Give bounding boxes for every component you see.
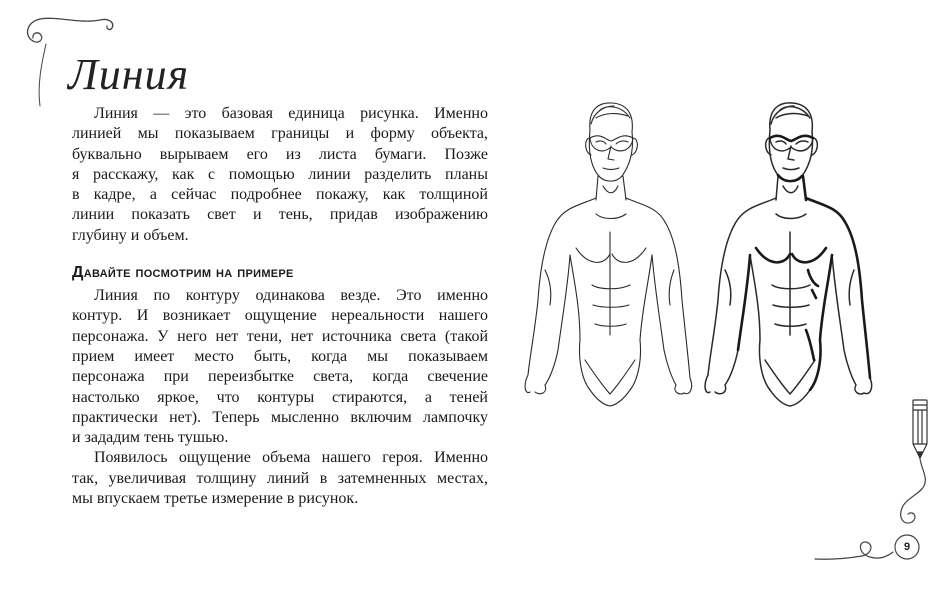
text-line: практически нет). Теперь мысленно включим лампочку	[72, 408, 488, 426]
text-line: линией мы показываем границы и форму объекта,	[72, 125, 488, 143]
section-paragraph-1	[72, 286, 488, 448]
text-line: я расскажу, как с помощью линии разделить планы	[72, 165, 488, 183]
text-line: персонажа. У него нет тени, нет источника света (такой	[72, 327, 488, 345]
text-line: буквально вырываем его из листа бумаги. Позже	[72, 145, 488, 163]
pencil-icon	[913, 400, 927, 458]
text-line: так, увеличивая толщину линий в затемненных местах,	[72, 469, 488, 487]
text-line: мы впускаем третье измерение в рисунок.	[72, 490, 359, 508]
section-heading: Давайте посмотрим на примере	[72, 264, 294, 282]
text-line: прием имеет место быть, когда мы показываем	[72, 347, 488, 365]
text-line: Линия — это базовая единица рисунка. Именно	[94, 105, 488, 122]
text-line: глубину и объем.	[72, 226, 189, 244]
text-line: в кадре, а сейчас подробнее покажу, как толщиной	[72, 186, 488, 204]
page-number: 9	[903, 541, 911, 553]
text-line: Появилось ощущение объема нашего героя. Именно	[94, 449, 488, 467]
text-line: контур. И возникает ощущение нереальности нашего	[72, 307, 488, 325]
intro-paragraph	[72, 104, 488, 246]
text-line: линии показать свет и тень, придав изображению	[72, 206, 488, 224]
figure-contour-only	[525, 103, 692, 406]
text-line: и зададим тень тушью.	[72, 429, 229, 447]
section-paragraph-2	[72, 448, 488, 509]
body-text	[72, 104, 488, 509]
figure-shaded-lines	[705, 103, 872, 406]
text-line: Линия по контуру одинакова везде. Это именно	[94, 287, 488, 305]
text-line: настолько яркое, что контуры стираются, а теней	[72, 388, 488, 406]
page-title: Линия	[68, 50, 190, 99]
text-line: персонажа при переизбытке света, когда свечение	[72, 368, 488, 386]
